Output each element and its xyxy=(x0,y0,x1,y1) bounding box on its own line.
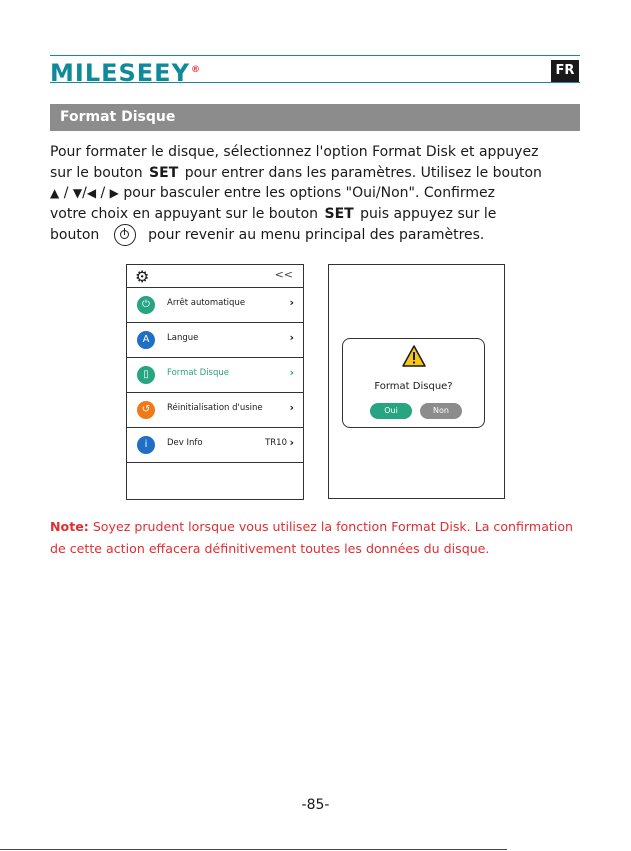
menu-item-label: Dev Info xyxy=(167,438,203,448)
instructions-line-3: ▲ / ▼/◀ / ▶ pour basculer entre les options "Oui/Non". Confirmez xyxy=(50,183,590,204)
menu-item-label: Réinitialisation d'usine xyxy=(167,403,263,413)
info-icon: i xyxy=(137,436,155,454)
instructions-line-1: Pour formater le disque, sélectionnez l'option Format Disk et appuyez xyxy=(50,144,539,160)
arrow-left-icon: ◀ xyxy=(86,186,97,200)
note-line-2: de cette action effacera définitivement toutes les données du disque. xyxy=(50,541,490,556)
chevron-right-icon: › xyxy=(289,436,294,449)
power-button-icon xyxy=(114,224,136,246)
set-key-label: SET xyxy=(324,205,354,222)
warning-icon xyxy=(402,345,426,367)
settings-menu-screen xyxy=(126,264,304,500)
menu-item-format-disk[interactable] xyxy=(127,357,303,392)
header-rule-bottom xyxy=(50,82,580,83)
chevron-right-icon: › xyxy=(289,331,294,344)
gear-icon: ⚙ xyxy=(135,267,150,286)
settings-topbar xyxy=(127,265,303,287)
arrow-down-icon: ▼ xyxy=(72,186,83,200)
menu-item-label: Format Disque xyxy=(167,368,230,378)
arrow-right-icon: ▶ xyxy=(109,186,119,200)
power-icon: ⏻ xyxy=(137,296,155,314)
chevron-right-icon: › xyxy=(289,401,294,414)
back-icon[interactable]: << xyxy=(274,268,293,281)
note-label: Note: xyxy=(50,519,89,534)
chevron-right-icon: › xyxy=(289,366,294,379)
menu-item-label: Arrêt automatique xyxy=(167,298,246,308)
instructions-line-4: votre choix en appuyant sur le bouton SET puis appuyez sur le xyxy=(50,205,497,222)
language-badge: FR xyxy=(551,60,579,82)
dev-info-value: TR10 xyxy=(265,438,287,448)
menu-item-dev-info[interactable] xyxy=(127,427,303,462)
sd-card-icon: ▯ xyxy=(137,366,155,384)
menu-item-label: Langue xyxy=(167,333,199,343)
section-title: Format Disque xyxy=(60,109,176,125)
menu-item-factory-reset[interactable] xyxy=(127,392,303,427)
no-button[interactable]: Non xyxy=(420,403,462,419)
format-confirm-screen xyxy=(328,264,505,499)
menu-item-language[interactable] xyxy=(127,322,303,357)
instructions-line-2: sur le bouton SET pour entrer dans les paramètres. Utilisez le bouton xyxy=(50,164,542,181)
reset-icon: ↺ xyxy=(137,401,155,419)
footer-rule xyxy=(0,849,507,850)
dialog-title: Format Disque? xyxy=(374,381,453,392)
set-key-label: SET xyxy=(149,164,179,181)
yes-button[interactable]: Oui xyxy=(370,403,412,419)
menu-item-auto-off[interactable] xyxy=(127,287,303,322)
brand-logo: MILESEEY® xyxy=(50,59,201,87)
arrow-up-icon: ▲ xyxy=(50,186,60,200)
chevron-right-icon: › xyxy=(289,296,294,309)
page-number: -85- xyxy=(301,797,330,813)
menu-empty-row xyxy=(127,462,303,499)
note-paragraph xyxy=(50,516,590,560)
instructions-line-5: bouton pour revenir au menu principal des paramètres. xyxy=(50,224,590,246)
instructions-paragraph xyxy=(50,142,590,246)
language-icon: A xyxy=(137,331,155,349)
format-dialog xyxy=(342,338,485,428)
note-line-1: Note: Soyez prudent lorsque vous utilisez la fonction Format Disk. La confirmation xyxy=(50,519,574,534)
